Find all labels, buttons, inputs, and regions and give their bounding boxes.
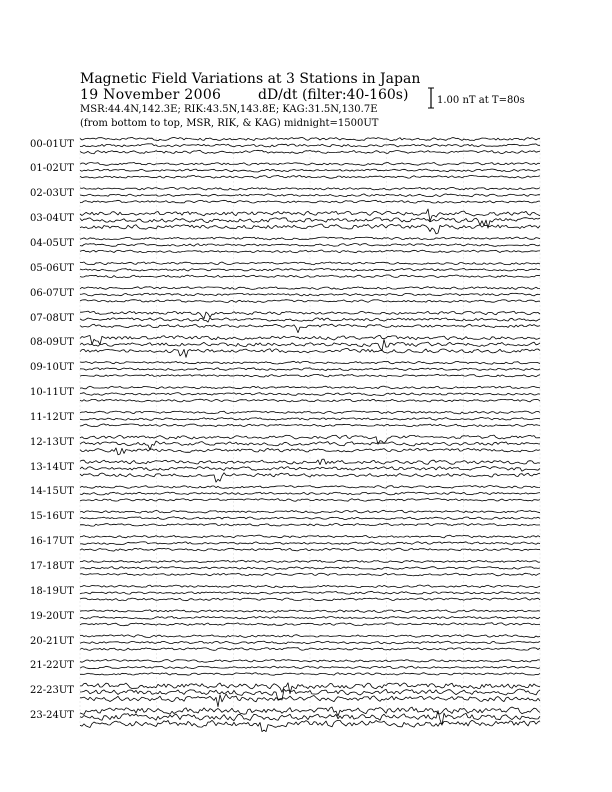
trace-msr-07-08UT	[80, 324, 540, 332]
time-grid	[80, 138, 540, 726]
row-12-13UT	[80, 435, 540, 455]
trace-kag-10-11UT	[80, 386, 540, 389]
row-01-02UT	[80, 163, 540, 179]
trace-rik-08-09UT	[80, 340, 540, 351]
trace-kag-12-13UT	[80, 435, 540, 444]
row-23-24UT	[80, 707, 540, 732]
row-00-01UT	[80, 137, 540, 153]
row-09-10UT	[80, 361, 540, 377]
row-label: 14-15UT	[30, 486, 74, 498]
row-label: 21-22UT	[30, 660, 74, 672]
row-11-12UT	[80, 411, 540, 427]
trace-kag-01-02UT	[80, 163, 540, 166]
row-label: 01-02UT	[30, 163, 74, 175]
row-label: 11-12UT	[30, 411, 74, 423]
row-label: 05-06UT	[30, 262, 74, 274]
trace-rik-01-02UT	[80, 169, 540, 172]
row-label: 10-11UT	[30, 387, 74, 398]
trace-kag-06-07UT	[80, 287, 540, 290]
trace-kag-21-22UT	[80, 660, 540, 663]
trace-msr-21-22UT	[80, 673, 540, 676]
row-label: 18-19UT	[30, 585, 74, 597]
row-label: 09-10UT	[30, 362, 74, 374]
trace-msr-22-23UT	[80, 694, 540, 707]
row-22-23UT	[80, 683, 540, 707]
row-label: 12-13UT	[30, 436, 74, 448]
trace-msr-00-01UT	[80, 150, 540, 153]
row-label: 00-01UT	[30, 138, 74, 150]
trace-kag-20-21UT	[80, 635, 540, 638]
trace-msr-09-10UT	[80, 374, 540, 377]
chart-component: dD/dt (filter:40-160s)	[258, 87, 409, 103]
trace-kag-11-12UT	[80, 411, 540, 414]
trace-msr-10-11UT	[80, 399, 540, 402]
trace-kag-23-24UT	[80, 707, 540, 716]
row-label: 13-14UT	[30, 461, 74, 473]
row-label: 19-20UT	[30, 610, 74, 622]
trace-kag-15-16UT	[80, 510, 540, 513]
row-06-07UT	[80, 287, 540, 303]
row-label: 23-24UT	[30, 710, 74, 722]
row-20-21UT	[80, 635, 540, 651]
row-13-14UT	[80, 459, 540, 482]
trace-kag-16-17UT	[80, 535, 540, 538]
row-19-20UT	[80, 610, 540, 626]
scale-bar	[428, 88, 434, 108]
row-label: 06-07UT	[30, 287, 74, 299]
row-label: 07-08UT	[30, 312, 74, 324]
scale-bar-label: 1.00 nT at T=80s	[437, 95, 525, 106]
trace-rik-00-01UT	[80, 144, 540, 147]
row-label: 20-21UT	[30, 635, 74, 647]
station-coordinates: MSR:44.4N,142.3E; RIK:43.5N,143.8E; KAG:31.5N,130.7E	[80, 104, 378, 115]
row-label: 02-03UT	[30, 188, 74, 200]
row-label: 15-16UT	[30, 511, 74, 523]
trace-msr-11-12UT	[80, 424, 540, 427]
row-label: 08-09UT	[30, 337, 74, 349]
chart-title: Magnetic Field Variations at 3 Stations in Japan	[80, 71, 421, 87]
row-label: 17-18UT	[30, 561, 74, 572]
row-14-15UT	[80, 486, 540, 502]
row-label: 04-05UT	[30, 237, 74, 249]
trace-rik-19-20UT	[80, 616, 540, 619]
row-label: 16-17UT	[30, 536, 74, 548]
trace-msr-05-06UT	[80, 275, 540, 278]
row-label: 03-04UT	[30, 213, 74, 225]
trace-kag-14-15UT	[80, 486, 540, 489]
row-21-22UT	[80, 660, 540, 676]
trace-msr-14-15UT	[80, 499, 540, 502]
trace-rik-22-23UT	[80, 689, 540, 700]
station-order-note: (from bottom to top, MSR, RIK, & KAG) midnight=1500UT	[80, 118, 379, 129]
trace-kag-22-23UT	[80, 683, 540, 694]
trace-msr-19-20UT	[80, 623, 540, 626]
chart-date: 19 November 2006	[80, 87, 222, 103]
row-17-18UT	[80, 560, 540, 576]
row-label: 22-23UT	[30, 685, 74, 697]
trace-rik-04-05UT	[80, 244, 540, 247]
trace-kag-03-04UT	[80, 209, 540, 221]
trace-rik-17-18UT	[80, 567, 540, 570]
